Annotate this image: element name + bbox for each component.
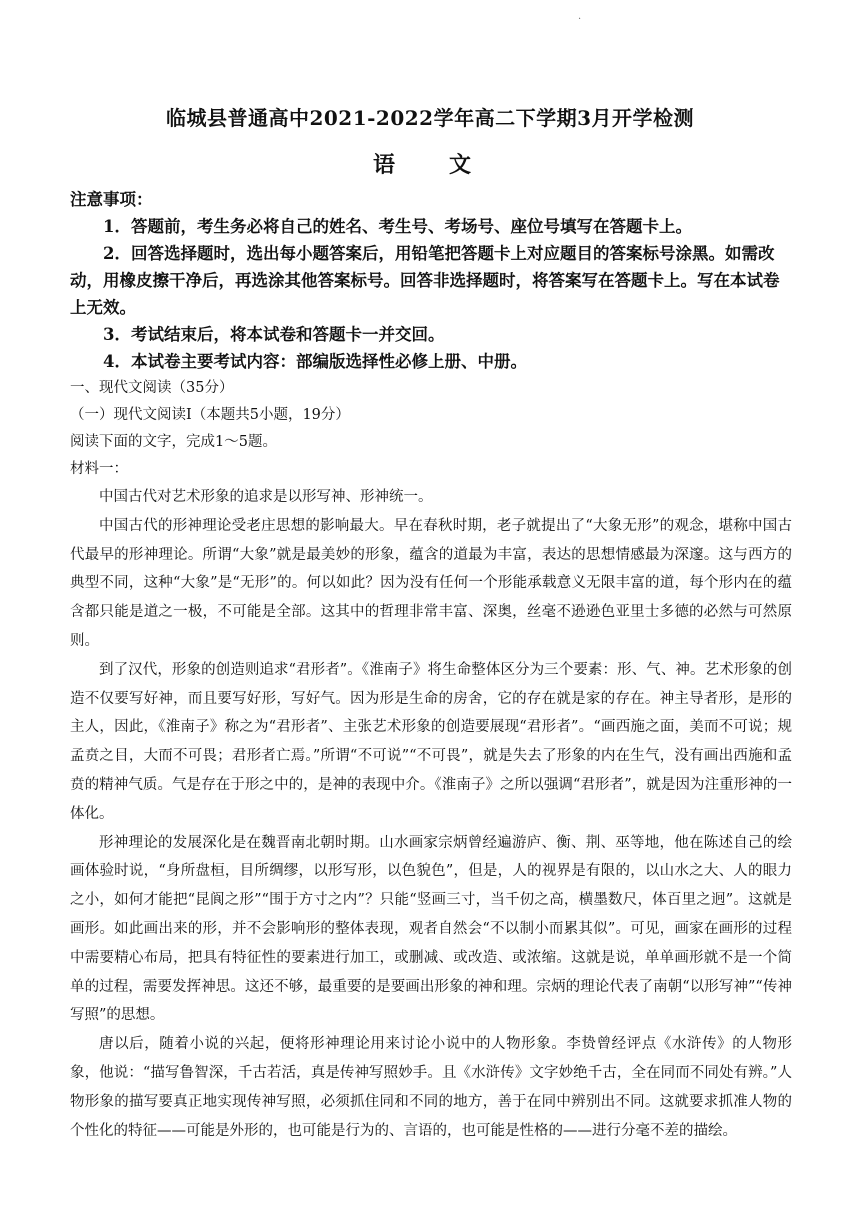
notice-heading: 注意事项： xyxy=(70,190,153,209)
paragraph-3: 到了汉代，形象的创造则追求“君形者”。《淮南子》将生命整体区分为三个要素：形、气、神。艺术形象的创造不仅要写好神，而且要写好形，写好气。因为形是生命的房舍，它的存在就是家的存在。神主导者形，是形的主人，因此，《淮南子》称之为“君形者”、主张艺术形象的创造要展现“君形者”。“画西施之面，美而不可说；规孟贲之目，大而不可畏；君形者亡焉。”所谓“不可说”“不可畏”，就是失去了形象的内在生气，没有画出西施和孟贲的精神气质。气是存在于形之中的，是神的表现中介。《淮南子》之所以强调“君形者”，就是因为注重形神的一体化。 xyxy=(70,661,792,822)
header-dot: · xyxy=(578,14,582,25)
exam-title: 临城县普通高中2021-2022学年高二下学期3月开学检测 xyxy=(165,106,695,130)
notice-item-3: 3．考试结束后，将本试卷和答题卡一并交回。 xyxy=(103,325,445,344)
material-label: 材料一： xyxy=(70,461,128,477)
paragraph-4: 形神理论的发展深化是在魏晋南北朝时期。山水画家宗炳曾经遍游庐、衡、荆、巫等地，他在陈述自己的绘画体验时说，“身所盘桓，目所绸缪，以形写形，以色貌色”，但是，人的视界是有限的，以山水之大、人的眼力之小，如何才能把“昆阆之形”“围于方寸之内”？只能“竖画三寸，当千仞之高，横墨数尺，体百里之迥”。这就是画形。如此画出来的形，并不会影响形的整体表现，观者自然会“不以制小而累其似”。可见，画家在画形的过程中需要精心布局，把具有特征性的要素进行加工，或删减、或改造、或浓缩。这就是说，单单画形就不是一个简单的过程，需要发挥神思。这还不够，最重要的是要画出形象的神和理。宗炳的理论代表了南朝“以形写神”“传神写照”的思想。 xyxy=(70,834,792,1024)
notice-item-1: 1．答题前，考生务必将自己的姓名、考生号、考场号、座位号填写在答题卡上。 xyxy=(103,217,692,236)
paragraph-5: 唐以后，随着小说的兴起，便将形神理论用来讨论小说中的人物形象。李贽曾经评点《水浒传》的人物形象，他说：“描写鲁智深，千古若活，真是传神写照妙手。且《水浒传》文字妙绝千古，全在同而不同处有辨。”人物形象的描写要真正地实现传神写照，必须抓住同和不同的地方，善于在同中辨别出不同。这就要求抓准人物的个性化的特征——可能是外形的，也可能是行为的、言语的，也可能是性格的——进行分毫不差的描绘。 xyxy=(70,1036,792,1139)
paragraph-1: 中国古代对艺术形象的追求是以形写神、形神统一。 xyxy=(99,489,433,505)
section-heading: 一、现代文阅读（35分） xyxy=(70,380,234,396)
notice-item-2: 2．回答选择题时，选出每小题答案后，用铅笔把答题卡上对应题目的答案标号涂黑。如需改动，用橡皮擦干净后，再选涂其他答案标号。回答非选择题时，将答案写在答题卡上。写在本试卷上无效。 xyxy=(70,244,780,317)
subsection-heading: （一）现代文阅读Ⅰ（本题共5小题，19分） xyxy=(70,407,350,423)
exam-body xyxy=(70,186,792,1145)
notice-item-4: 4．本试卷主要考试内容：部编版选择性必修上册、中册。 xyxy=(103,352,527,371)
paragraph-2: 中国古代的形神理论受老庄思想的影响最大。早在春秋时期，老子就提出了“大象无形”的观念，堪称中国古代最早的形神理论。所谓“大象”就是最美妙的形象，蕴含的道最为丰富，表达的思想情感最为深邃。这与西方的典型不同，这种“大象”是“无形”的。何以如此？因为没有任何一个形能承载意义无限丰富的道，每个形内在的蕴含都只能是道之一极，不可能是全部。这其中的哲理非常丰富、深奥，丝毫不逊逊色亚里士多德的必然与可然原则。 xyxy=(70,517,792,649)
reading-instruction: 阅读下面的文字，完成1～5题。 xyxy=(70,434,277,450)
subject-title: 语 文 xyxy=(372,152,487,178)
